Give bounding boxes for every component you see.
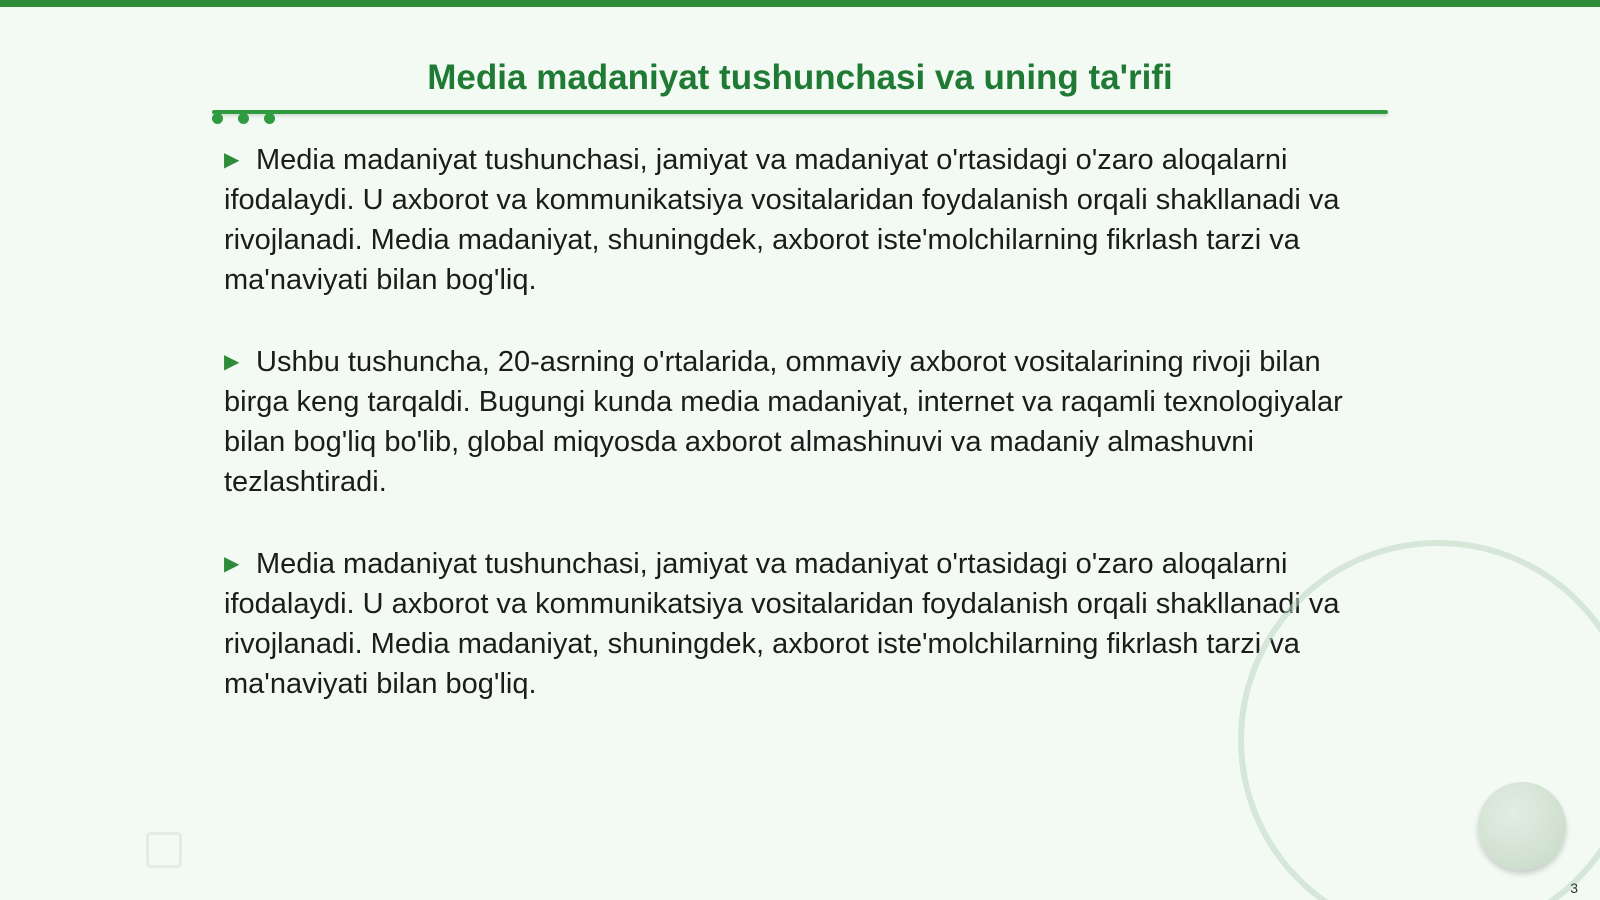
slide-body	[224, 140, 1384, 746]
triangle-right-icon: ▶	[224, 149, 240, 171]
page-number: 3	[1570, 880, 1578, 896]
bullet-paragraph-2	[224, 342, 1384, 502]
paragraph-text: Ushbu tushuncha, 20-asrning o'rtalarida, ommaviy axborot vositalarining rivoji bilan birga keng tarqaldi. Bugungi kunda media madaniyat, internet va raqamli texnologiyalar bilan bog'liq bo'lib, global miqyosda axborot almashinuvi va madaniy almashuvni tezlashtiradi.	[224, 346, 1343, 498]
title-underline	[212, 110, 1388, 114]
decor-dot	[212, 113, 223, 124]
bullet-paragraph-3	[224, 544, 1384, 704]
triangle-right-icon: ▶	[224, 553, 240, 575]
decor-dot	[238, 113, 249, 124]
bullet-paragraph-1	[224, 140, 1384, 300]
slide-title: Media madaniyat tushunchasi va uning ta'rifi	[427, 58, 1173, 97]
paragraph-text: Media madaniyat tushunchasi, jamiyat va madaniyat o'rtasidagi o'zaro aloqalarni ifodalaydi. U axborot va kommunikatsiya vositalaridan foydalanish orqali shakllanadi va rivojlanadi. Media madaniyat, shuningdek, axborot iste'molchilarning fikrlash tarzi va ma'naviyati bilan bog'liq.	[224, 144, 1340, 296]
decorative-ball	[1478, 782, 1566, 870]
triangle-right-icon: ▶	[224, 351, 240, 373]
paragraph-text: Media madaniyat tushunchasi, jamiyat va madaniyat o'rtasidagi o'zaro aloqalarni ifodalaydi. U axborot va kommunikatsiya vositalaridan foydalanish orqali shakllanadi va rivojlanadi. Media madaniyat, shuningdek, axborot iste'molchilarning fikrlash tarzi va ma'naviyati bilan bog'liq.	[224, 548, 1340, 700]
decorative-square	[146, 832, 182, 868]
title-dots-decoration	[212, 113, 282, 125]
top-accent-bar	[0, 0, 1600, 7]
decor-dot	[264, 113, 275, 124]
